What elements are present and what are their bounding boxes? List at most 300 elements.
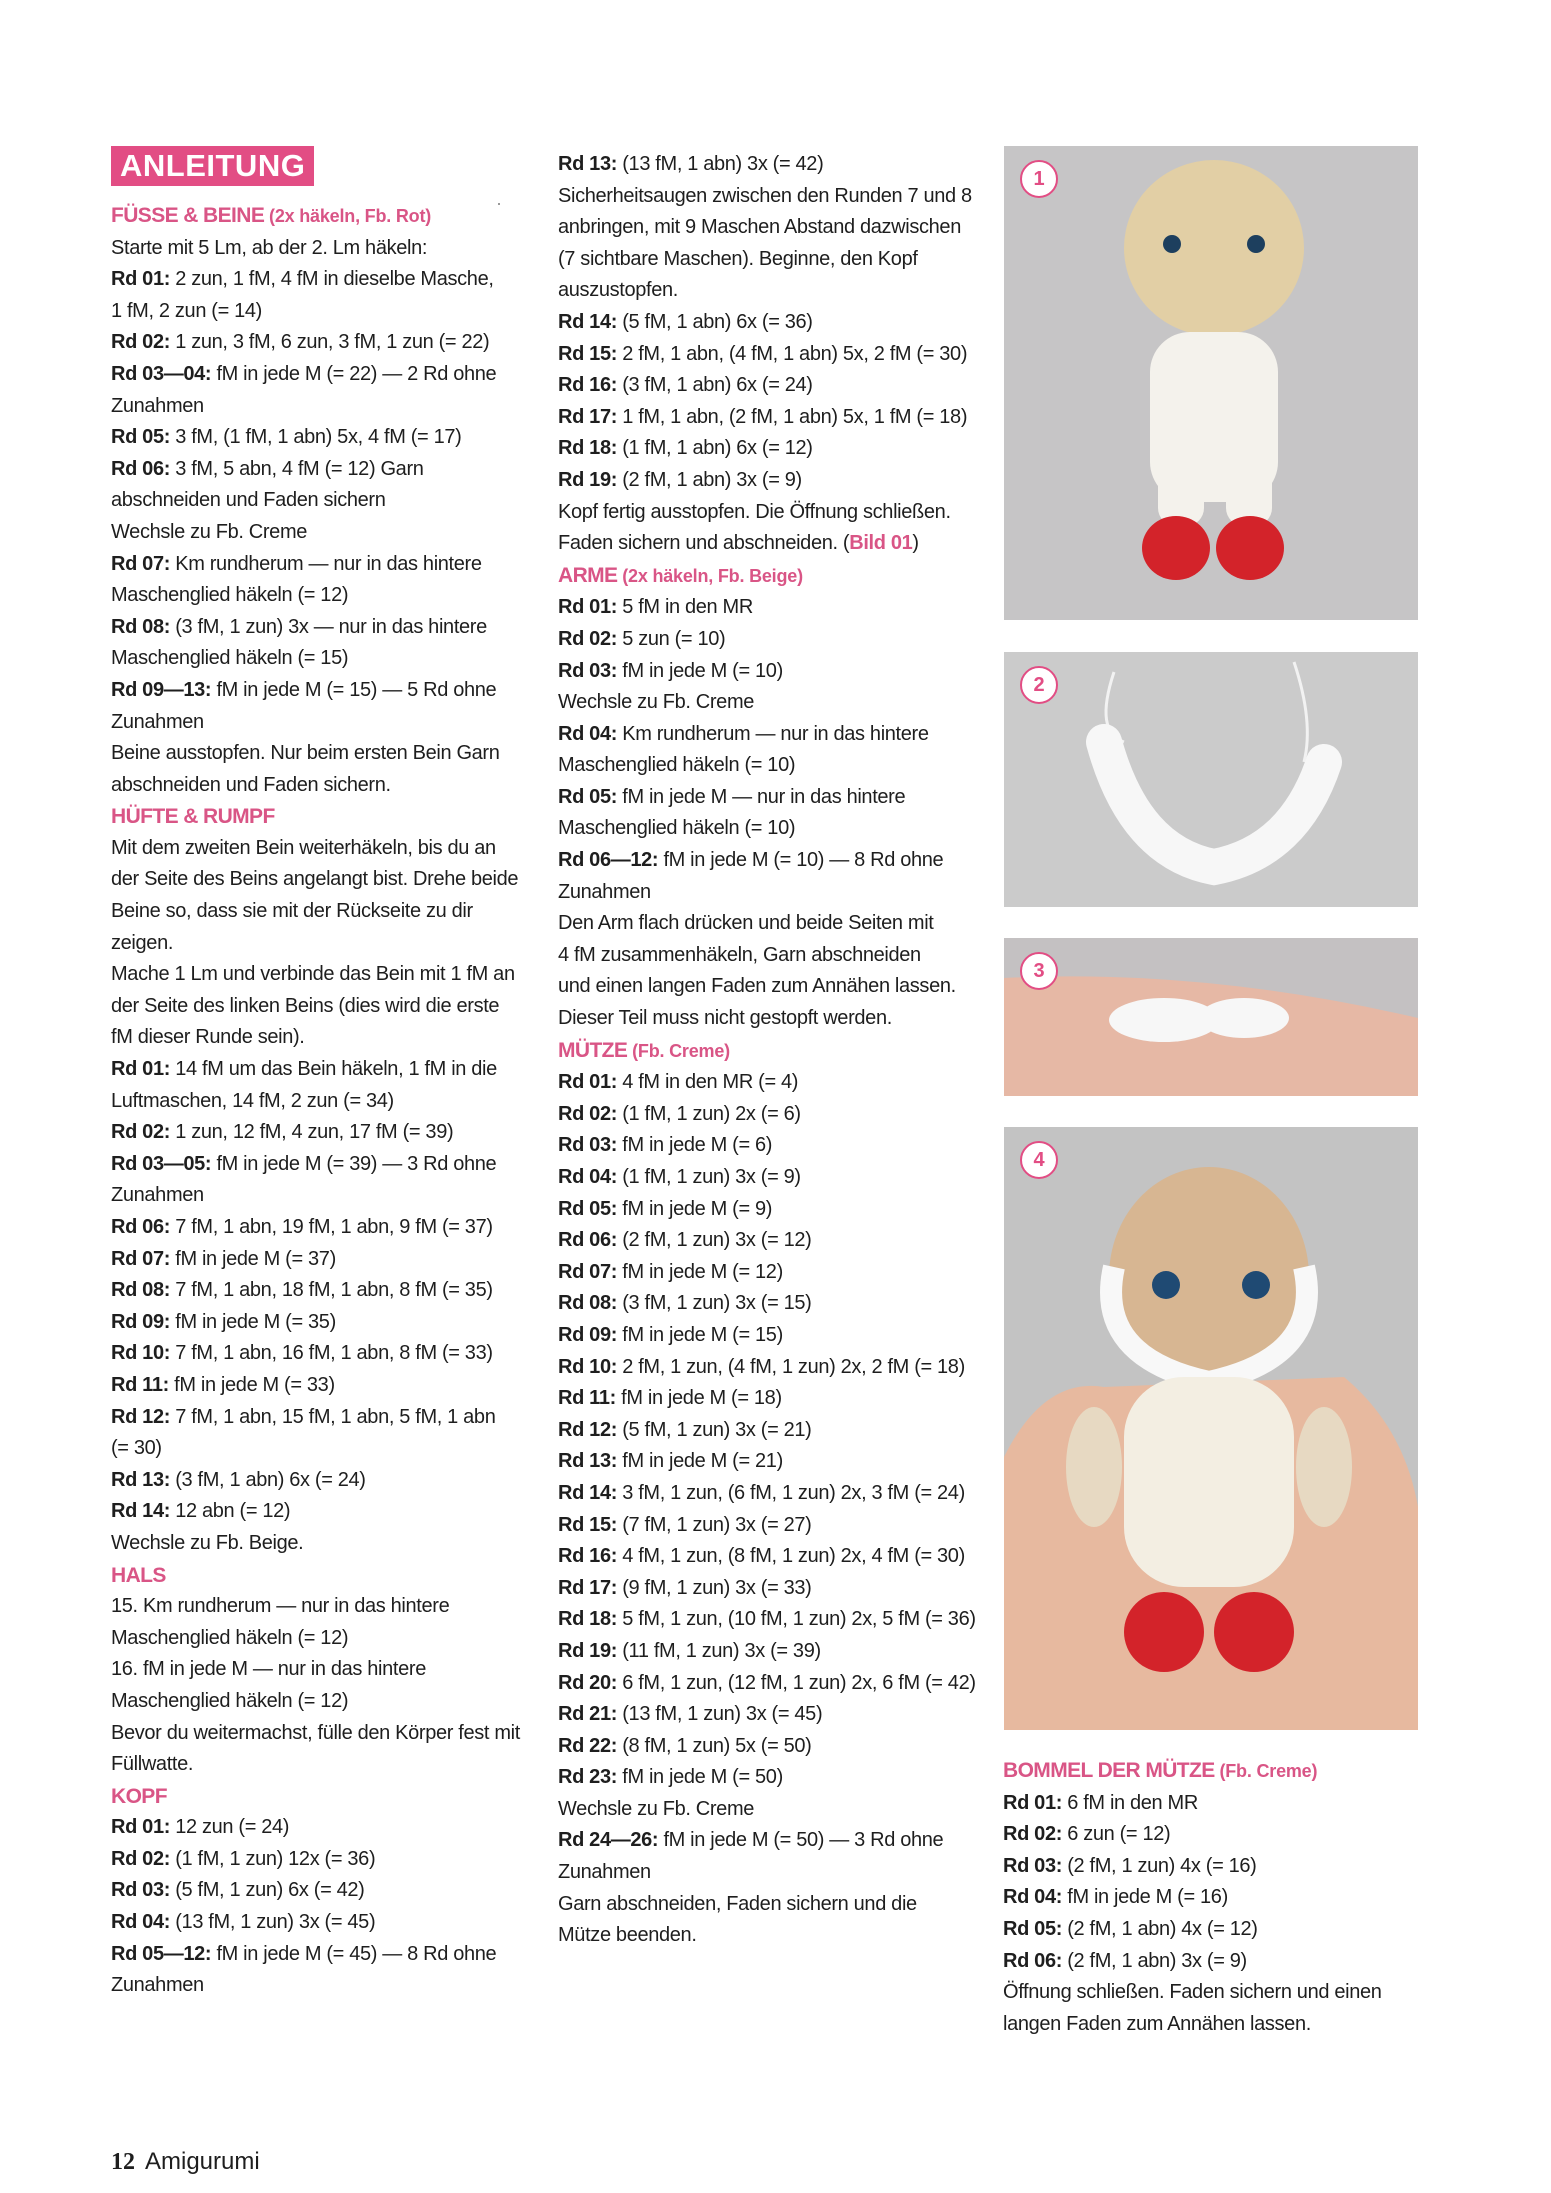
round-label: Rd 21:: [558, 1703, 618, 1726]
instruction-line: [111, 833, 531, 865]
instruction-text: Mit dem zweiten Bein weiterhäkeln, bis du an: [111, 836, 496, 859]
photo-2: [1004, 652, 1418, 907]
round-label: Rd 07:: [111, 1247, 171, 1270]
instruction-line: [111, 1686, 531, 1718]
instruction-line: [1003, 1788, 1443, 1820]
round-label: Rd 13:: [558, 1450, 618, 1473]
finished-doll-in-hand-photo-icon: [1004, 1127, 1418, 1730]
instruction-line: [1003, 1819, 1443, 1851]
round-label: Rd 19:: [558, 1639, 618, 1662]
page-footer: [111, 2148, 260, 2176]
instruction-text: (1 fM, 1 zun) 2x (= 6): [617, 1102, 801, 1125]
instruction-text: Wechsle zu Fb. Creme: [558, 691, 755, 714]
round-label: Rd 23:: [558, 1766, 618, 1789]
instruction-text: fM in jede M (= 6): [617, 1134, 773, 1157]
round-label: Rd 03:: [1003, 1854, 1063, 1877]
instruction-line: [558, 1510, 978, 1542]
round-label: Rd 05—12:: [111, 1942, 212, 1965]
instruction-text: Km rundherum — nur in das hintere: [617, 722, 929, 745]
photo-4: [1004, 1127, 1418, 1730]
instruction-text: (2 fM, 1 zun) 4x (= 16): [1062, 1854, 1257, 1877]
instruction-text: (1 fM, 1 zun) 12x (= 36): [170, 1847, 376, 1870]
instruction-line: [111, 422, 531, 454]
instruction-text: Maschenglied häkeln (= 10): [558, 754, 796, 777]
beard-chain-photo-icon: [1004, 652, 1418, 907]
instruction-line: [558, 1383, 978, 1415]
instruction-text: Maschenglied häkeln (= 15): [111, 647, 349, 670]
instruction-line: [111, 1812, 531, 1844]
round-label: Rd 02:: [111, 331, 171, 354]
instruction-text: Km rundherum — nur in das hintere: [170, 552, 482, 575]
instruction-line: [558, 1067, 978, 1099]
instruction-line: [111, 991, 531, 1023]
instruction-text: Füllwatte.: [111, 1753, 194, 1776]
round-label: Rd 13:: [558, 153, 618, 175]
instruction-text: Maschenglied häkeln (= 12): [111, 584, 349, 607]
magazine-title: Amigurumi: [145, 2148, 260, 2175]
instruction-line: [111, 391, 531, 423]
round-label: Rd 19:: [558, 468, 618, 491]
instruction-line: [558, 719, 978, 751]
instruction-line: [558, 1857, 978, 1889]
round-label: Rd 02:: [1003, 1823, 1063, 1846]
instruction-line: [111, 707, 531, 739]
instruction-text: langen Faden zum Annähen lassen.: [1003, 2012, 1311, 2035]
instruction-text: der Seite des linken Beins (dies wird die erste: [111, 994, 500, 1017]
instruction-text: fM in jede M (= 50) — 3 Rd ohne: [658, 1829, 944, 1852]
round-label: Rd 01:: [558, 1071, 618, 1094]
instruction-text: Öffnung schließen. Faden sichern und einen: [1003, 1981, 1382, 2004]
instruction-line: [111, 612, 531, 644]
section-title: HÜFTE & RUMPF: [111, 805, 275, 829]
instruction-line: [558, 1889, 978, 1921]
page-banner: ANLEITUNG: [111, 146, 314, 186]
instruction-text: 4 fM zusammenhäkeln, Garn abschneiden: [558, 943, 921, 966]
instruction-line: [111, 359, 531, 391]
round-label: Rd 10:: [111, 1342, 171, 1365]
round-label: Rd 15:: [558, 1513, 618, 1536]
round-label: Rd 05:: [1003, 1917, 1063, 1940]
instruction-text: Zunahmen: [111, 1184, 204, 1207]
instruction-line: [558, 1225, 978, 1257]
section-huefte-rumpf: [111, 801, 531, 1559]
instruction-text: 16. fM in jede M — nur in das hintere: [111, 1658, 426, 1681]
round-label: Rd 18:: [558, 1608, 618, 1631]
instruction-line: [558, 433, 978, 465]
instruction-text: (2 fM, 1 zun) 3x (= 12): [617, 1229, 812, 1252]
instruction-line: [111, 296, 531, 328]
round-label: Rd 02:: [111, 1121, 171, 1144]
section-muetze: [558, 1035, 978, 1952]
instruction-text: 4 fM, 1 zun, (8 fM, 1 zun) 2x, 4 fM (= 30): [617, 1545, 965, 1568]
instruction-text: (2 fM, 1 abn) 3x (= 9): [1062, 1949, 1247, 1972]
instruction-text: 7 fM, 1 abn, 15 fM, 1 abn, 5 fM, 1 abn: [170, 1405, 496, 1428]
instruction-line: [558, 528, 978, 560]
instruction-line: [558, 940, 978, 972]
instruction-line: [558, 1668, 978, 1700]
section-hals: [111, 1560, 531, 1781]
instruction-line: [111, 1496, 531, 1528]
round-label: Rd 11:: [558, 1387, 616, 1410]
instruction-text: fM in jede M (= 21): [617, 1450, 783, 1473]
instruction-line: [558, 1573, 978, 1605]
section-subtitle: (2x häkeln, Fb. Beige): [617, 565, 803, 586]
section-title: BOMMEL DER MÜTZE: [1003, 1759, 1215, 1782]
instruction-text: 15. Km rundherum — nur in das hintere: [111, 1595, 450, 1618]
round-label: Rd 14:: [558, 310, 618, 333]
instruction-text: Zunahmen: [111, 710, 204, 733]
instruction-line: [111, 1907, 531, 1939]
instruction-text: fM in jede M (= 9): [617, 1197, 773, 1220]
instruction-text: (3 fM, 1 zun) 3x — nur in das hintere: [170, 615, 487, 638]
instruction-line: [558, 275, 978, 307]
instruction-text: und einen langen Faden zum Annähen lassen.: [558, 975, 956, 998]
instruction-line: [111, 1338, 531, 1370]
section-fuesse-beine: [111, 200, 531, 801]
instruction-text: Maschenglied häkeln (= 10): [558, 817, 796, 840]
instruction-text: Zunahmen: [558, 1861, 651, 1884]
instruction-text: Maschenglied häkeln (= 12): [111, 1689, 349, 1712]
round-label: Rd 11:: [111, 1373, 169, 1396]
instruction-text: (5 fM, 1 zun) 6x (= 42): [170, 1879, 365, 1902]
section-title: KOPF: [111, 1784, 167, 1808]
instruction-line: [558, 877, 978, 909]
instruction-line: [558, 1604, 978, 1636]
instruction-text: Sicherheitsaugen zwischen den Runden 7 und 8: [558, 184, 972, 207]
instruction-text: (1 fM, 1 zun) 3x (= 9): [617, 1166, 801, 1188]
section-heading: [111, 801, 531, 833]
section-title: HALS: [111, 1563, 166, 1587]
instruction-line: [111, 549, 531, 581]
section-title: FÜSSE & BEINE: [111, 204, 265, 227]
instruction-text: 6 fM in den MR: [1062, 1791, 1198, 1814]
round-label: Rd 16:: [558, 374, 618, 397]
instruction-text: 12 zun (= 24): [170, 1816, 290, 1839]
instruction-line: [558, 908, 978, 940]
round-label: Rd 07:: [111, 552, 171, 575]
round-label: Rd 18:: [558, 437, 618, 460]
instruction-line: [111, 864, 531, 896]
page-number: 12: [111, 2149, 135, 2175]
round-label: Rd 17:: [558, 405, 618, 428]
instruction-text: fM in jede M (= 10) — 8 Rd ohne: [658, 849, 944, 872]
round-label: Rd 20:: [558, 1671, 618, 1694]
instruction-line: [558, 244, 978, 276]
instruction-line: [558, 402, 978, 434]
instruction-text: 5 zun (= 10): [617, 627, 726, 650]
instruction-text: fM in jede M (= 45) — 8 Rd ohne: [211, 1942, 497, 1965]
instruction-line: [558, 1762, 978, 1794]
round-label: Rd 06:: [111, 1216, 171, 1238]
column-2: [558, 149, 978, 1952]
instruction-line: [558, 1731, 978, 1763]
round-label: Rd 01:: [111, 1816, 171, 1839]
instruction-text: Luftmaschen, 14 fM, 2 zun (= 34): [111, 1089, 394, 1112]
round-label: Rd 05:: [558, 1197, 618, 1220]
instruction-line: [558, 624, 978, 656]
instruction-line: [558, 1478, 978, 1510]
instruction-line: [111, 738, 531, 770]
instruction-text: Wechsle zu Fb. Creme: [111, 520, 308, 543]
instruction-line: [111, 1623, 531, 1655]
section-kopf-continued: [558, 149, 978, 560]
instruction-line: [558, 1415, 978, 1447]
instruction-line: [111, 233, 531, 265]
instruction-line: [111, 1086, 531, 1118]
instruction-text: abschneiden und Faden sichern.: [111, 773, 391, 796]
instruction-line: [111, 1875, 531, 1907]
section-heading: [111, 200, 531, 233]
instruction-text: Bevor du weitermachst, fülle den Körper fest mit: [111, 1721, 520, 1744]
round-label: Rd 05:: [111, 426, 171, 449]
instruction-line: [111, 1591, 531, 1623]
instruction-line: [558, 212, 978, 244]
round-label: Rd 09—13:: [111, 678, 212, 701]
instruction-line: [558, 1130, 978, 1162]
round-label: Rd 09:: [111, 1310, 171, 1333]
instruction-line: [111, 1844, 531, 1876]
instruction-text: Wechsle zu Fb. Creme: [558, 1797, 755, 1820]
round-label: Rd 16:: [558, 1545, 618, 1568]
instruction-text: ): [912, 532, 919, 555]
instruction-text: fM in jede M (= 15): [617, 1323, 783, 1346]
round-label: Rd 10:: [558, 1355, 618, 1378]
round-label: Rd 14:: [558, 1481, 618, 1504]
instruction-line: [558, 971, 978, 1003]
instruction-text: 1 zun, 3 fM, 6 zun, 3 fM, 1 zun (= 22): [170, 331, 490, 354]
round-label: Rd 15:: [558, 342, 618, 365]
section-subtitle: (Fb. Creme): [1214, 1761, 1318, 1781]
round-label: Rd 14:: [111, 1500, 171, 1523]
instruction-text: (5 fM, 1 abn) 6x (= 36): [617, 310, 813, 333]
section-heading: [111, 1560, 531, 1592]
instruction-line: [111, 1212, 531, 1244]
section-title: MÜTZE: [558, 1038, 628, 1062]
instruction-text: (7 fM, 1 zun) 3x (= 27): [617, 1513, 812, 1536]
instruction-line: [558, 782, 978, 814]
instruction-line: [558, 1194, 978, 1226]
instruction-line: [558, 497, 978, 529]
instruction-line: [558, 1794, 978, 1826]
instruction-text: 7 fM, 1 abn, 18 fM, 1 abn, 8 fM (= 35): [170, 1279, 493, 1302]
round-label: Rd 07:: [558, 1260, 618, 1283]
instruction-line: [111, 896, 531, 959]
instruction-line: [111, 1749, 531, 1781]
instruction-text: 2 fM, 1 zun, (4 fM, 1 zun) 2x, 2 fM (= 18): [617, 1355, 965, 1378]
instruction-line: [558, 1257, 978, 1289]
round-label: Rd 03—04:: [111, 362, 212, 385]
section-heading: [1003, 1755, 1443, 1788]
instruction-line: [558, 465, 978, 497]
instruction-text: 4 fM in den MR (= 4): [617, 1071, 799, 1094]
instruction-text: (2 fM, 1 abn) 4x (= 12): [1062, 1917, 1258, 1940]
instruction-text: 5 fM in den MR: [617, 596, 753, 619]
instruction-line: [111, 1370, 531, 1402]
instruction-line: [111, 1654, 531, 1686]
instruction-text: fM in jede M (= 50): [617, 1766, 783, 1789]
instruction-line: [111, 1244, 531, 1276]
instruction-line: [1003, 2009, 1443, 2041]
instruction-text: fM in jede M (= 10): [617, 659, 783, 682]
instruction-line: [111, 1275, 531, 1307]
round-label: Rd 24—26:: [558, 1829, 659, 1852]
instruction-line: [111, 580, 531, 612]
instruction-line: [558, 687, 978, 719]
instruction-text: (13 fM, 1 zun) 3x (= 45): [170, 1911, 376, 1934]
instruction-line: [558, 750, 978, 782]
instruction-text: 2 zun, 1 fM, 4 fM in dieselbe Masche,: [170, 268, 494, 291]
photo-badge: 3: [1020, 952, 1058, 990]
instruction-line: [558, 1699, 978, 1731]
round-label: Rd 08:: [111, 1279, 171, 1302]
instruction-text: fM in jede M (= 18): [615, 1387, 782, 1410]
instruction-text: fM in jede M (= 33): [168, 1373, 335, 1396]
instruction-text: 14 fM um das Bein häkeln, 1 fM in die: [170, 1058, 497, 1081]
round-label: Rd 06:: [111, 457, 171, 480]
instruction-text: anbringen, mit 9 Maschen Abstand dazwischen: [558, 216, 961, 239]
instruction-line: [111, 454, 531, 486]
column-3: [1003, 1755, 1443, 2040]
round-label: Rd 22:: [558, 1734, 618, 1757]
round-label: Rd 01:: [111, 268, 171, 291]
instruction-text: Wechsle zu Fb. Beige.: [111, 1531, 304, 1554]
instruction-line: [1003, 1946, 1443, 1978]
round-label: Rd 06:: [1003, 1949, 1063, 1972]
instruction-line: [558, 1920, 978, 1952]
instruction-text: 3 fM, 1 zun, (6 fM, 1 zun) 2x, 3 fM (= 24): [617, 1481, 965, 1504]
instruction-line: [558, 1099, 978, 1131]
instruction-text: 3 fM, (1 fM, 1 abn) 5x, 4 fM (= 17): [170, 426, 462, 449]
instruction-text: 1 zun, 12 fM, 4 zun, 17 fM (= 39): [170, 1121, 454, 1144]
instruction-line: [558, 181, 978, 213]
section-bommel: [1003, 1755, 1443, 2040]
instruction-line: [111, 1528, 531, 1560]
instruction-line: [558, 149, 978, 181]
instruction-line: [111, 1054, 531, 1086]
instruction-text: Beine ausstopfen. Nur beim ersten Bein Garn: [111, 742, 500, 765]
instruction-text: 6 fM, 1 zun, (12 fM, 1 zun) 2x, 6 fM (= 42): [617, 1671, 976, 1694]
instruction-line: [111, 1402, 531, 1434]
instruction-line: [111, 959, 531, 991]
instruction-text: 7 fM, 1 abn, 16 fM, 1 abn, 8 fM (= 33): [170, 1342, 493, 1365]
instruction-line: [111, 1307, 531, 1339]
instruction-line: [111, 1939, 531, 1971]
instruction-text: Den Arm flach drücken und beide Seiten mit: [558, 912, 934, 935]
instruction-text: (11 fM, 1 zun) 3x (= 39): [617, 1639, 821, 1662]
round-label: Rd 08:: [111, 615, 171, 638]
instruction-line: [111, 1180, 531, 1212]
mustache-on-finger-photo-icon: [1004, 938, 1418, 1096]
instruction-line: [558, 1288, 978, 1320]
section-title: ARME: [558, 563, 618, 587]
instruction-text: 7 fM, 1 abn, 19 fM, 1 abn, 9 fM (= 37): [170, 1216, 493, 1238]
instruction-line: [558, 1003, 978, 1035]
instruction-text: 1 fM, 2 zun (= 14): [111, 299, 262, 322]
instruction-line: [111, 517, 531, 549]
photo-badge: 1: [1020, 160, 1058, 198]
instruction-text: Beine so, dass sie mit der Rückseite zu dir zeigen.: [111, 900, 473, 954]
instruction-line: [111, 1465, 531, 1497]
round-label: Rd 01:: [111, 1058, 171, 1081]
instruction-text: (3 fM, 1 abn) 6x (= 24): [170, 1468, 366, 1491]
instruction-line: [111, 264, 531, 296]
instruction-text: Zunahmen: [558, 880, 651, 903]
section-heading: [558, 1035, 978, 1068]
instruction-text: fM in jede M (= 37): [170, 1247, 336, 1270]
instruction-line: [111, 675, 531, 707]
section-subtitle: (Fb. Creme): [627, 1040, 730, 1061]
round-label: Rd 03:: [558, 1134, 618, 1157]
instruction-text: (7 sichtbare Maschen). Beginne, den Kopf: [558, 247, 918, 270]
round-label: Rd 03:: [111, 1879, 171, 1902]
photo-badge: 2: [1020, 666, 1058, 704]
round-label: Rd 04:: [111, 1911, 171, 1934]
instruction-text: fM in jede M (= 35): [170, 1310, 336, 1333]
instruction-line: [558, 1636, 978, 1668]
instruction-line: [111, 643, 531, 675]
instruction-text: (3 fM, 1 zun) 3x (= 15): [617, 1292, 812, 1315]
round-label: Rd 02:: [558, 627, 618, 650]
instruction-text: 1 fM, 1 abn, (2 fM, 1 abn) 5x, 1 fM (= 18): [617, 405, 968, 428]
section-heading: [558, 560, 978, 593]
instruction-text: (8 fM, 1 zun) 5x (= 50): [617, 1734, 812, 1757]
instruction-line: [1003, 1851, 1443, 1883]
instruction-text: (1 fM, 1 abn) 6x (= 12): [617, 437, 813, 460]
round-label: Rd 05:: [558, 785, 618, 808]
column-1: [111, 146, 531, 2002]
instruction-line: [1003, 1882, 1443, 1914]
instruction-line: [111, 485, 531, 517]
instruction-line: [558, 1541, 978, 1573]
instruction-line: [558, 592, 978, 624]
instruction-line: [1003, 1977, 1443, 2009]
section-kopf: [111, 1781, 531, 2002]
instruction-text: (9 fM, 1 zun) 3x (= 33): [617, 1576, 812, 1599]
instruction-text: Mütze beenden.: [558, 1924, 697, 1947]
instruction-line: [111, 1022, 531, 1054]
instruction-text: 12 abn (= 12): [170, 1500, 291, 1523]
instruction-line: [558, 339, 978, 371]
instruction-text: Dieser Teil muss nicht gestopft werden.: [558, 1007, 892, 1030]
instruction-line: [558, 370, 978, 402]
instruction-text: 2 fM, 1 abn, (4 fM, 1 abn) 5x, 2 fM (= 30): [617, 342, 968, 365]
instruction-line: [111, 770, 531, 802]
instruction-text: der Seite des Beins angelangt bist. Drehe beide: [111, 868, 519, 891]
section-arme: [558, 560, 978, 1035]
round-label: Rd 02:: [558, 1102, 618, 1125]
round-label: Rd 03—05:: [111, 1152, 212, 1175]
instruction-text: Zunahmen: [111, 1974, 204, 1997]
instruction-line: [111, 1433, 531, 1465]
round-label: Rd 01:: [1003, 1791, 1063, 1814]
round-label: Rd 06:: [558, 1229, 618, 1252]
instruction-text: Maschenglied häkeln (= 12): [111, 1626, 349, 1649]
photo-1: [1004, 146, 1418, 620]
instruction-text: auszustopfen.: [558, 279, 678, 302]
instruction-text: (13 fM, 1 abn) 3x (= 42): [617, 153, 824, 175]
instruction-line: [558, 656, 978, 688]
instruction-text: (3 fM, 1 abn) 6x (= 24): [617, 374, 813, 397]
round-label: Rd 03:: [558, 659, 618, 682]
instruction-text: fM in jede M (= 15) — 5 Rd ohne: [211, 678, 497, 701]
instruction-text: fM in jede M (= 22) — 2 Rd ohne: [211, 362, 497, 385]
round-label: Rd 13:: [111, 1468, 171, 1491]
instruction-text: fM in jede M — nur in das hintere: [617, 785, 906, 808]
photo-badge: 4: [1020, 1141, 1058, 1179]
instruction-line: [111, 1970, 531, 2002]
instruction-line: [111, 1718, 531, 1750]
instruction-text: Mache 1 Lm und verbinde das Bein mit 1 fM an: [111, 963, 515, 986]
